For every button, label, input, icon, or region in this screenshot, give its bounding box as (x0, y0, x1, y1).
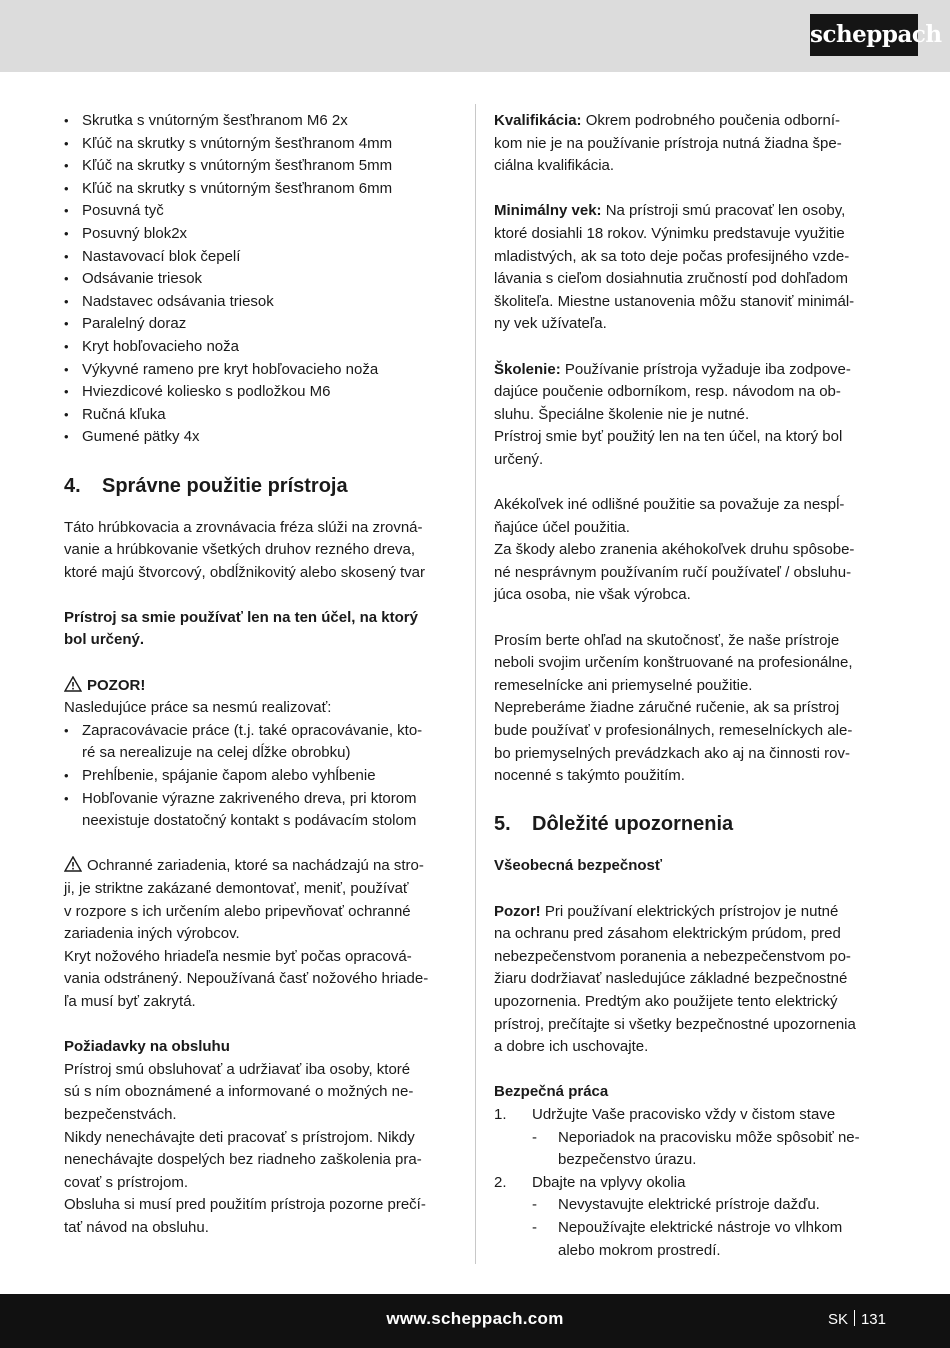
accessory-item: • Paralelný doraz (64, 313, 456, 336)
page-indicator (828, 1310, 886, 1328)
text-line: Neporiadok na pracovisku môže spôsobiť ne- (558, 1128, 860, 1146)
accessory-item: • Kľúč na skrutky s vnútorným šesťhranom 6mm (64, 178, 456, 201)
accessory-item: • Posuvná tyč (64, 200, 456, 223)
text-line: v rozpore s ich určením alebo pripevňovať ochranné (64, 902, 411, 920)
forbidden-item (64, 788, 456, 833)
text-line: vania odstránený. Nepoužívaná časť nožového hriade- (64, 970, 429, 988)
qualification-paragraph (494, 110, 886, 178)
misuse-paragraph (494, 494, 886, 607)
qualification-label: Kvalifikácia: (494, 112, 582, 129)
training-label: Školenie: (494, 360, 561, 378)
text-line: ktoré dosiahli 18 rokov. Výnimku predstavuje využitie (494, 224, 845, 242)
text-line: na ochranu pred zásahom elektrickým prúdom, pred (494, 925, 841, 943)
text-line: ciálna kvalifikácia. (494, 157, 615, 175)
accessory-item: • Nadstavec odsávania triesok (64, 291, 456, 314)
warning-triangle-icon (64, 856, 82, 872)
text-line: • Zapracovávacie práce (t.j. také opracovávanie, kto- (82, 721, 423, 739)
text-line: ny vek užívateľa. (494, 315, 607, 333)
safe-work-item (494, 1104, 886, 1127)
safe-work-subitem (494, 1127, 886, 1172)
text-line: alebo mokrom prostredí. (558, 1241, 721, 1259)
dash-marker: - (532, 1218, 537, 1236)
intended-use-paragraph (64, 517, 456, 585)
accessory-item: • Odsávanie triesok (64, 268, 456, 291)
section-4-number: 4. (64, 474, 81, 497)
text-line: zariadenia iných výrobcov. (64, 925, 240, 943)
item-text: Dbajte na vplyvy okolia (532, 1173, 686, 1191)
text-line: ré sa nerealizuje na celej dĺžke obrobku) (82, 744, 351, 762)
accessory-item: • Hviezdicové koliesko s podložkou M6 (64, 381, 456, 404)
text-line: Prístroj sa smie používať len na ten účel, na ktorý (64, 608, 418, 626)
text-line: Akékoľvek iné odlišné použitie sa považuje za nespĺ- (494, 496, 845, 514)
text-line: Nepoužívajte elektrické nástroje vo vlhkom (558, 1218, 843, 1236)
safe-work-item (494, 1172, 886, 1195)
text-line: Kryt nožového hriadeľa nesmie byť počas opracová- (64, 947, 412, 965)
right-column (494, 110, 886, 1262)
text-line: Používanie prístroja vyžaduje iba zodpove- (560, 360, 851, 378)
text-line: žiaru dodržiavať nasledujúce základné bezpečnostné (494, 970, 848, 988)
text-line: bude používať v profesionálnych, remeselníckych ale- (494, 722, 853, 740)
text-line: nebezpečenstvom poranenia a nebezpečenstvom po- (494, 947, 851, 965)
forbidden-item (64, 765, 456, 788)
text-line: remeselnícke ani priemyselné použitie. (494, 676, 753, 694)
text-line: Táto hrúbkovacia a zrovnávacia fréza slúži na zrovná- (64, 518, 423, 536)
text-line: ji, je striktne zakázané demontovať, meniť, používať (64, 880, 409, 897)
page-number: 131 (860, 1311, 886, 1328)
text-line: prístroj, prečítajte si všetky bezpečnostné upozornenia (494, 1015, 856, 1033)
section-4-title: Správne použitie prístroja (102, 474, 348, 497)
professional-use-paragraph (494, 630, 886, 788)
item-number: 2. (494, 1173, 507, 1191)
section-5-number: 5. (494, 813, 511, 836)
text-line: bezpečenstvo úrazu. (558, 1151, 697, 1169)
text-line: Okrem podrobného poučenia odborní- (581, 112, 841, 129)
accessory-item: • Kľúč na skrutky s vnútorným šesťhranom 4mm (64, 133, 456, 156)
accessory-item: • Skrutka s vnútorným šesťhranom M6 2x (64, 110, 456, 133)
text-line: Prosím berte ohľad na skutočnosť, že naše prístroje (494, 631, 840, 649)
section-5-title: Dôležité upozornenia (532, 813, 734, 836)
text-line: bo priemyselných prevádzkach ako aj na činnosti rov- (494, 744, 851, 762)
accessory-item: • Gumené pätky 4x (64, 426, 456, 449)
text-line: upozornenia. Predtým ako použijete tento elektrický (494, 992, 838, 1010)
forbidden-item (64, 720, 456, 765)
text-line: vanie a hrúbkovanie všetkých druhov rezného dreva, (64, 541, 416, 559)
section-4-heading (64, 472, 456, 500)
forbidden-intro: Nasledujúce práce sa nesmú realizovať: (64, 699, 332, 717)
text-line: ňajúce účel použitia. (494, 518, 630, 536)
text-line: bol určený. (64, 631, 145, 649)
text-line: Nevystavujte elektrické prístroje dažďu. (558, 1196, 820, 1214)
pozor-label: Pozor! (494, 902, 541, 920)
operator-requirements-paragraph (64, 1059, 456, 1240)
text-line: nenechávajte dospelých bez riadneho zaškolenia pra- (64, 1151, 422, 1169)
text-line: Nepreberáme žiadne záručné ručenie, ak sa prístroj (494, 699, 840, 717)
accessories-list (64, 110, 456, 449)
accessory-item: • Kľúč na skrutky s vnútorným šesťhranom 5mm (64, 155, 456, 178)
text-line: Ochranné zariadenia, ktoré sa nachádzajú na stro- (87, 857, 424, 875)
text-line: lávania s cieľom dosiahnutia zručností pod dohľadom (494, 270, 848, 288)
text-line: a dobre ich uschovajte. (494, 1038, 649, 1056)
text-line: covať s prístrojom. (64, 1173, 188, 1191)
text-line: Za škody alebo zranenia akéhokoľvek druhu spôsobe- (494, 541, 855, 559)
general-safety-paragraph (494, 901, 886, 1059)
pozor-label: POZOR! (87, 676, 146, 694)
page-separator (854, 1310, 855, 1326)
text-line: dajúce poučenie odborníkom, resp. návodom na ob- (494, 383, 841, 401)
intended-use-bold-note (64, 607, 456, 652)
safe-work-list (494, 1104, 886, 1262)
warning-triangle-icon (64, 676, 82, 692)
guards-paragraph (64, 855, 456, 1013)
text-line: júca osoba, nie však výrobca. (494, 586, 691, 604)
accessory-item: • Kryt hobľovacieho noža (64, 336, 456, 359)
text-line: mladistvých, ak sa toto deje počas profesijného vzde- (494, 247, 850, 265)
footer-bar (0, 1294, 950, 1348)
text-line: neboli svojim určením konštruované na profesionálne, (494, 654, 853, 672)
website-url[interactable]: www.scheppach.com (386, 1309, 564, 1328)
text-line: sú s ním oboznámené a informované o možných ne- (64, 1083, 414, 1101)
text-line: • Hobľovanie výrazne zakriveného dreva, pri ktorom (82, 789, 417, 807)
general-safety-heading: Všeobecná bezpečnosť (494, 857, 663, 875)
text-line: Prístroj smú obsluhovať a udržiavať iba osoby, ktoré (64, 1060, 411, 1078)
dash-marker: - (532, 1128, 537, 1146)
column-divider (475, 104, 476, 1264)
pozor-heading (64, 675, 456, 698)
safe-work-subitem (494, 1194, 886, 1217)
accessory-item: • Posuvný blok2x (64, 223, 456, 246)
text-line: Obsluha si musí pred použitím prístroja pozorne prečí- (64, 1196, 426, 1214)
text-line: kom nie je na používanie prístroja nutná žiadna špe- (494, 134, 842, 152)
operator-requirements-heading: Požiadavky na obsluhu (64, 1038, 230, 1056)
training-paragraph (494, 359, 886, 472)
text-line: neexistuje dostatočný kontakt s podávacím stolom (82, 812, 417, 830)
text-line: určený. (494, 450, 544, 468)
text-line: Na prístroji smú pracovať len osoby, (601, 202, 846, 220)
safe-work-heading: Bezpečná práca (494, 1083, 609, 1101)
forbidden-work-list (64, 720, 456, 833)
accessory-item: • Ručná kľuka (64, 404, 456, 427)
text-line: Nikdy nenechávajte deti pracovať s prístrojom. Nikdy (64, 1128, 415, 1146)
text-line: sluhu. Špeciálne školenie nie je nutné. (494, 405, 750, 423)
text-line: bezpečenstvách. (64, 1105, 177, 1123)
text-line: Pri používaní elektrických prístrojov je nutné (540, 902, 839, 920)
text-line: • Prehĺbenie, spájanie čapom alebo vyhĺbenie (82, 767, 376, 785)
accessory-item: • Výkyvné rameno pre kryt hobľovacieho noža (64, 359, 456, 382)
scheppach-logo: scheppach (810, 14, 918, 56)
minimum-age-label: Minimálny vek: (494, 202, 602, 220)
section-5-heading (494, 810, 886, 838)
accessory-item: • Nastavovací blok čepelí (64, 246, 456, 269)
text-line: Prístroj smie byť použitý len na ten účel, na ktorý bol (494, 428, 843, 446)
language-code: SK (827, 1311, 848, 1328)
text-line: nocenné s takýmto použitím. (494, 767, 685, 785)
text-line: né nesprávnym používaním ručí používateľ / obsluhu- (494, 563, 852, 581)
item-number: 1. (494, 1105, 507, 1123)
text-line: ktoré majú štvorcový, obdĺžnikovitý alebo skosený tvar (64, 563, 425, 581)
safe-work-subitem (494, 1217, 886, 1262)
left-column (64, 110, 456, 1240)
dash-marker: - (532, 1196, 537, 1214)
header-band (0, 0, 950, 72)
minimum-age-paragraph (494, 200, 886, 336)
item-text: Udržujte Vaše pracovisko vždy v čistom stave (532, 1105, 836, 1123)
text-line: školiteľa. Miestne ustanovenia môžu stanoviť minimál- (494, 292, 855, 310)
text-line: ľa musí byť zakrytá. (64, 992, 196, 1010)
text-line: tať návod na obsluhu. (64, 1218, 209, 1236)
